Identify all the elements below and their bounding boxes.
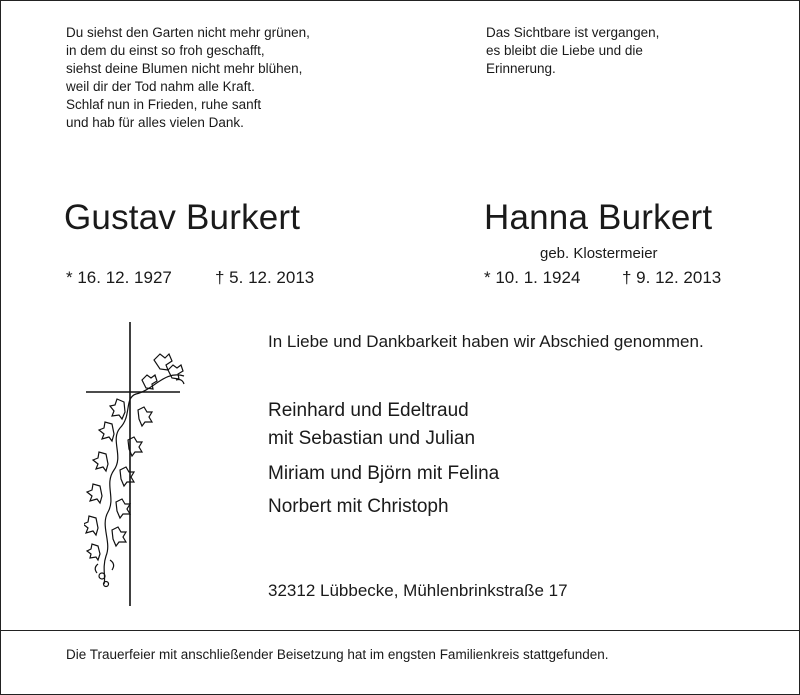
poem-left-line: Schlaf nun in Frieden, ruhe sanft [66,97,262,112]
family-line: Reinhard und Edeltraud [268,400,469,421]
deceased-2-name: Hanna Burkert [484,198,713,237]
farewell-text: In Liebe und Dankbarkeit haben wir Abschied genommen. [268,332,704,351]
poem-left-line: siehst deine Blumen nicht mehr blühen, [66,61,303,76]
footer-note: Die Trauerfeier mit anschließender Beisetzung hat im engsten Familienkreis stattgefunden. [66,647,609,662]
deceased-2-maiden-name: geb. Klostermeier [540,245,658,262]
poem-right-line: es bleibt die Liebe und die [486,43,643,58]
poem-left-line: in dem du einst so froh geschafft, [66,43,265,58]
poem-left-line: weil dir der Tod nahm alle Kraft. [66,79,255,94]
poem-left-line: und hab für alles vielen Dank. [66,115,244,130]
poem-left [66,24,310,132]
poem-left-line: Du siehst den Garten nicht mehr grünen, [66,25,310,40]
deceased-1-birth-date: * 16. 12. 1927 [66,268,172,287]
family-address: 32312 Lübbecke, Mühlenbrinkstraße 17 [268,581,568,600]
poem-right-line: Erinnerung. [486,61,556,76]
deceased-1-death-date: † 5. 12. 2013 [215,268,315,287]
deceased-1-name: Gustav Burkert [64,198,301,237]
family-line: mit Sebastian und Julian [268,428,476,449]
poem-right-line: Das Sichtbare ist vergangen, [486,25,660,40]
family-line: Miriam und Björn mit Felina [268,463,500,484]
family-line: Norbert mit Christoph [268,496,449,517]
footer-divider [0,630,800,631]
poem-right [486,24,659,78]
cross-with-ivy-icon [84,320,194,610]
deceased-2-birth-date: * 10. 1. 1924 [484,268,581,287]
deceased-2-death-date: † 9. 12. 2013 [622,268,722,287]
